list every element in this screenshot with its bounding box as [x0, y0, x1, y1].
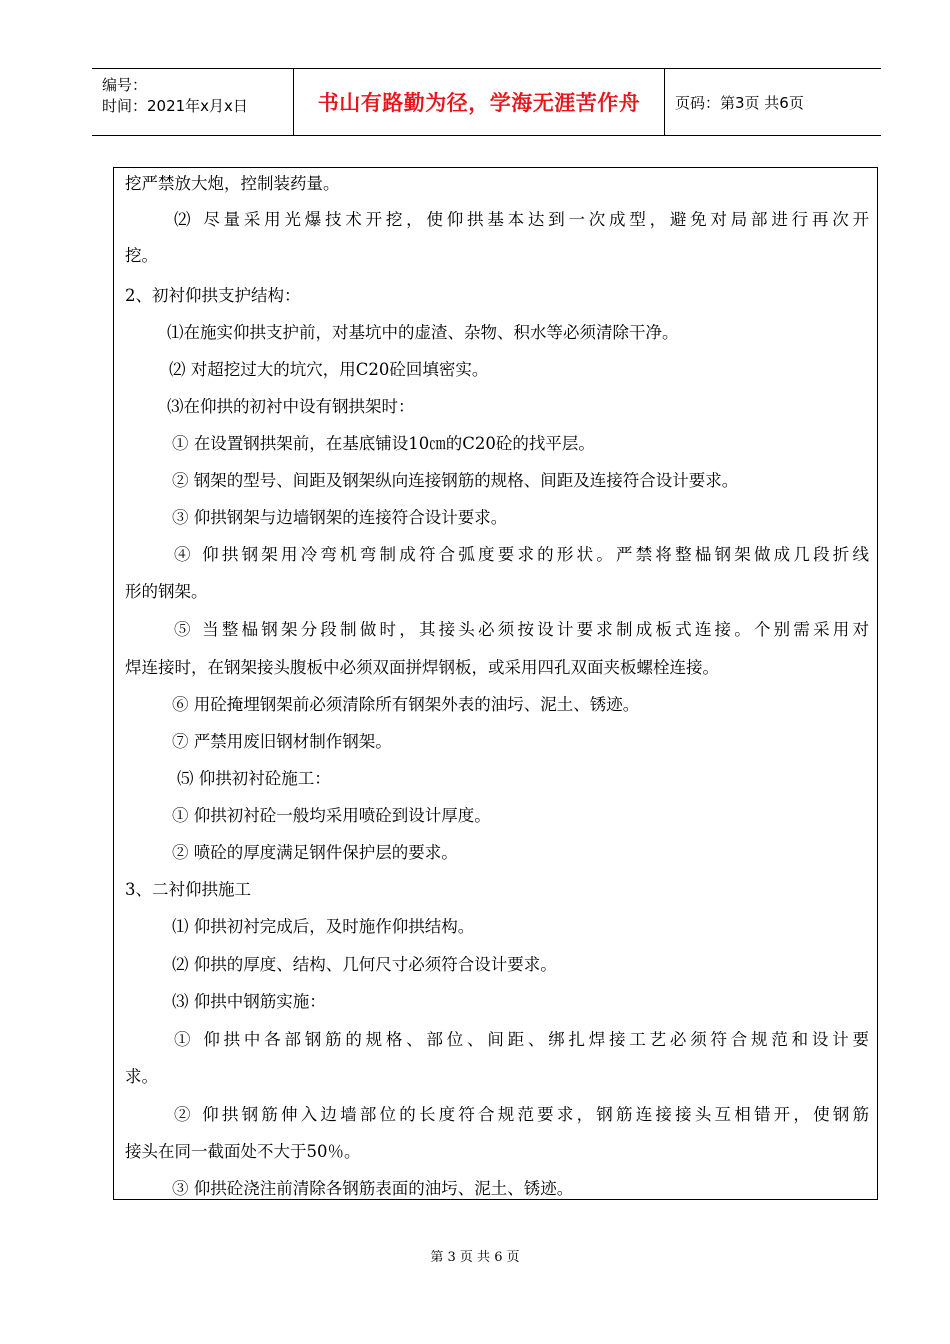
- page-header: [92, 68, 881, 136]
- text-line: ② 喷砼的厚度满足钢件保护层的要求。: [172, 843, 458, 862]
- text-line: ⑤ 当整榀钢架分段制做时，其接头必须按设计要求制成板式连接。个别需采用对: [174, 620, 869, 639]
- text-line: 挖严禁放大炮，控制装药量。: [125, 174, 340, 193]
- text-line: ④ 仰拱钢架用冷弯机弯制成符合弧度要求的形状。严禁将整榀钢架做成几段折线: [174, 545, 869, 564]
- text-line: 求。: [125, 1067, 158, 1086]
- text-line: ⑴在施实仰拱支护前，对基坑中的虚渣、杂物、积水等必须清除干净。: [167, 323, 679, 342]
- page-footer: 第 3 页 共 6 页: [430, 1250, 520, 1265]
- serial-label: 编号：: [102, 76, 148, 94]
- content-box: [113, 167, 878, 1200]
- header-page-info: 页码：第3页 共6页: [675, 93, 804, 112]
- header-motto: 书山有路勤为径，学海无涯苦作舟: [317, 91, 641, 115]
- header-motto-cell: [293, 69, 665, 135]
- text-line: ① 在设置钢拱架前，在基底铺设10㎝的C20砼的找平层。: [172, 434, 595, 453]
- text-line: ⑵ 尽量采用光爆技术开挖，使仰拱基本达到一次成型，避免对局部进行再次开: [174, 210, 869, 229]
- text-line: ② 仰拱钢筋伸入边墙部位的长度符合规范要求，钢筋连接接头互相错开，使钢筋: [174, 1105, 869, 1124]
- text-line: 形的钢架。: [125, 582, 208, 601]
- text-line: 2、初衬仰拱支护结构：: [125, 286, 301, 305]
- text-line: 接头在同一截面处不大于50％。: [125, 1142, 361, 1161]
- text-line: ③ 仰拱钢架与边墙钢架的连接符合设计要求。: [172, 508, 508, 527]
- text-line: 3、二衬仰拱施工: [125, 880, 251, 899]
- text-line: ① 仰拱初衬砼一般均采用喷砼到设计厚度。: [172, 806, 491, 825]
- text-line: ⑴ 仰拱初衬完成后，及时施作仰拱结构。: [172, 917, 475, 936]
- text-line: ② 钢架的型号、间距及钢架纵向连接钢筋的规格、间距及连接符合设计要求。: [172, 471, 739, 490]
- header-page-info-cell: [665, 69, 881, 135]
- text-line: 焊连接时，在钢架接头腹板中必须双面拼焊钢板，或采用四孔双面夹板螺栓连接。: [125, 658, 719, 677]
- text-line: ⑶ 仰拱中钢筋实施：: [172, 992, 326, 1011]
- text-line: ⑸ 仰拱初衬砼施工：: [177, 769, 331, 788]
- text-line: ⑥ 用砼掩埋钢架前必须清除所有钢架外表的油圬、泥土、锈迹。: [172, 695, 640, 714]
- header-meta: [92, 69, 293, 135]
- text-line: ⑦ 严禁用废旧钢材制作钢架。: [172, 732, 392, 751]
- text-line: ① 仰拱中各部钢筋的规格、部位、间距、绑扎焊接工艺必须符合规范和设计要: [174, 1030, 869, 1049]
- text-line: ⑶在仰拱的初衬中设有钢拱架时：: [167, 397, 415, 416]
- text-line: ③ 仰拱砼浇注前清除各钢筋表面的油圬、泥土、锈迹。: [172, 1179, 574, 1198]
- text-line: ⑵ 对超挖过大的坑穴，用C20砼回填密实。: [169, 360, 489, 379]
- text-line: 挖。: [125, 246, 158, 265]
- time-label: 时间：2021年x月x日: [102, 97, 248, 115]
- text-line: ⑵ 仰拱的厚度、结构、几何尺寸必须符合设计要求。: [172, 955, 557, 974]
